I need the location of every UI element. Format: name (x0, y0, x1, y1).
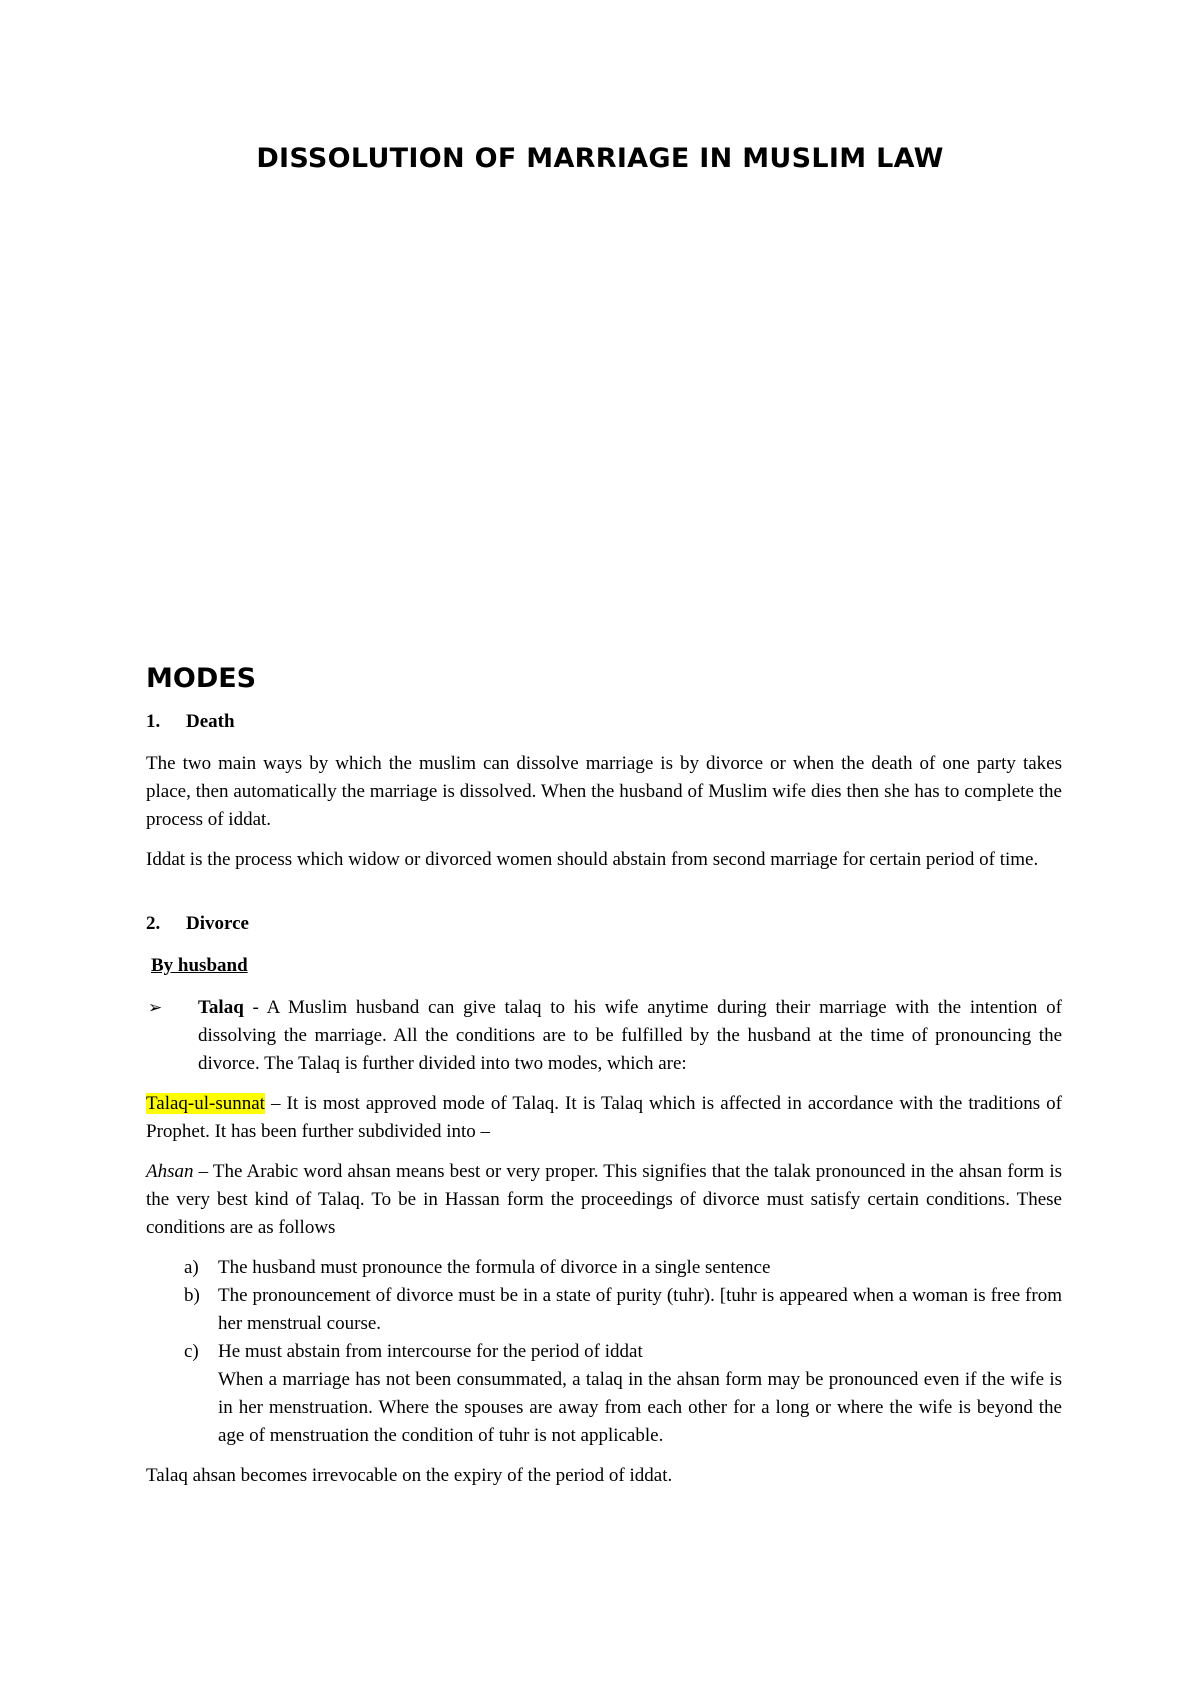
list-item (146, 1254, 1062, 1282)
section-spacer (146, 886, 1062, 910)
condition-note: When a marriage has not been consummated, a talaq in the ahsan form may be pronounced even if the wife is in her menstruation. Where the spouses are away from each other for a long or where the wife is beyond the age of menstruation the condition of tuhr is not applicable. (218, 1369, 1062, 1446)
conditions-list (146, 1254, 1062, 1450)
death-heading (146, 708, 1062, 736)
list-item-letter: b) (184, 1285, 200, 1306)
death-heading-text: Death (186, 711, 235, 732)
divorce-heading-text: Divorce (186, 913, 249, 934)
list-item-letter: c) (184, 1341, 199, 1362)
death-paragraph-1: The two main ways by which the muslim can dissolve marriage is by divorce or when the death of one party takes place, then automatically the marriage is dissolved. When the husband of Muslim wife dies then she has to complete the process of iddat. (146, 753, 1062, 830)
talaq-term: Talaq (198, 997, 244, 1018)
ahsan-term: Ahsan (146, 1161, 194, 1182)
list-item-text: The pronouncement of divorce must be in a state of purity (tuhr). [tuhr is appeared when a woman is free from her menstrual course. (218, 1285, 1062, 1334)
death-number: 1. (146, 711, 161, 732)
talaq-bullet-text (198, 994, 1062, 1078)
divorce-heading (146, 910, 1062, 938)
modes-heading: MODES (146, 663, 257, 694)
document-title: DISSOLUTION OF MARRIAGE IN MUSLIM LAW (256, 143, 944, 174)
list-item-text: He must abstain from intercourse for the period of iddat (218, 1341, 643, 1362)
by-husband-subheading: By husband (151, 955, 248, 976)
closing-paragraph: Talaq ahsan becomes irrevocable on the expiry of the period of iddat. (146, 1465, 673, 1486)
talaq-bullet (146, 994, 1062, 1078)
list-item-text: The husband must pronounce the formula of divorce in a single sentence (218, 1257, 771, 1278)
ahsan-paragraph (146, 1158, 1062, 1242)
list-item-text-group (218, 1338, 1062, 1450)
sunnat-description: – It is most approved mode of Talaq. It is Talaq which is affected in accordance with the traditions of Prophet. It has been further subdivided into – (146, 1093, 1062, 1142)
list-item-letter: a) (184, 1257, 199, 1278)
divorce-number: 2. (146, 913, 161, 934)
death-paragraph-2: Iddat is the process which widow or divorced women should abstain from second marriage for certain period of time. (146, 849, 1039, 870)
list-item (146, 1338, 1062, 1450)
talaq-description: - A Muslim husband can give talaq to his wife anytime during their marriage with the intention of dissolving the marriage. All the conditions are to be fulfilled by the husband at the time of pronouncing the divorce. The Talaq is further divided into two modes, which are: (198, 997, 1062, 1074)
document-body (146, 662, 1062, 1502)
arrow-bullet-icon: ➢ (148, 998, 163, 1018)
list-item (146, 1282, 1062, 1338)
ahsan-description: – The Arabic word ahsan means best or very proper. This signifies that the talak pronounced in the ahsan form is the very best kind of Talaq. To be in Hassan form the proceedings of divorce must satisfy certain conditions. These conditions are as follows (146, 1161, 1062, 1238)
sunnat-term-highlighted: Talaq-ul-sunnat (146, 1093, 265, 1114)
sunnat-paragraph (146, 1090, 1062, 1146)
